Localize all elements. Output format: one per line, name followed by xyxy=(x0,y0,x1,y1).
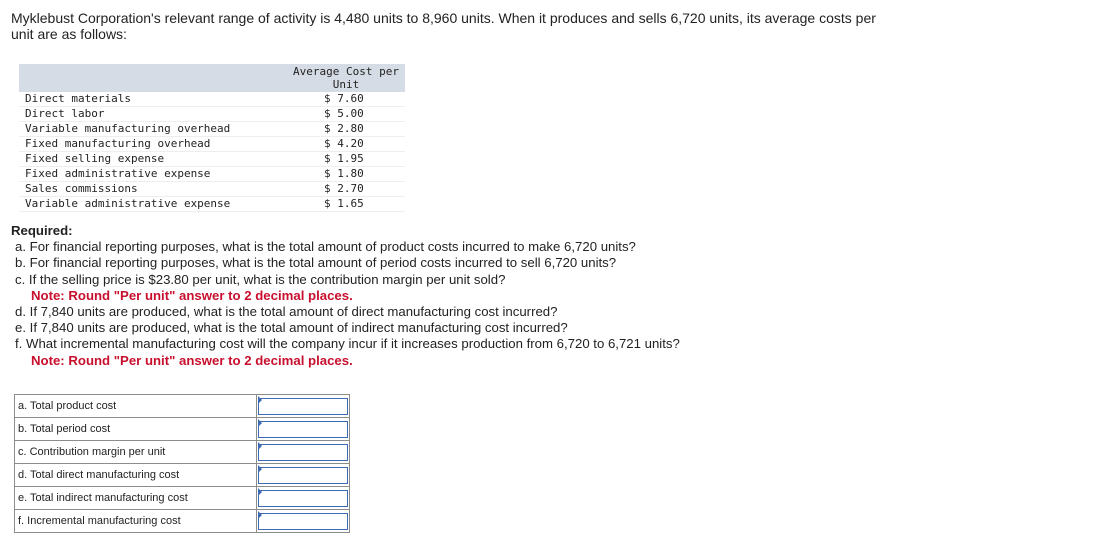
cost-table-label-header xyxy=(19,64,287,92)
cost-row xyxy=(19,167,405,182)
input-marker-icon xyxy=(258,488,262,496)
average-cost-table xyxy=(19,64,405,212)
required-heading: Required: xyxy=(11,223,73,238)
answer-row-f xyxy=(15,510,350,533)
rounding-note-f: Note: Round "Per unit" answer to 2 decimal places. xyxy=(31,352,353,368)
total-product-cost-input[interactable] xyxy=(258,398,348,415)
total-period-cost-input[interactable] xyxy=(258,421,348,438)
cost-table-value-header: Average Cost per Unit xyxy=(287,64,405,92)
question-d: d. If 7,840 units are produced, what is the total amount of direct manufacturing cost incurred? xyxy=(15,304,558,320)
cost-row xyxy=(19,197,405,212)
cost-row-label: Direct materials xyxy=(19,92,287,107)
answer-table xyxy=(14,394,350,533)
answer-cell-d xyxy=(257,464,350,487)
answer-cell-c xyxy=(257,441,350,464)
input-marker-icon xyxy=(258,419,262,427)
contribution-margin-input[interactable] xyxy=(258,444,348,461)
answer-label-a: a. Total product cost xyxy=(15,395,257,418)
input-marker-icon xyxy=(258,465,262,473)
cost-row-label: Direct labor xyxy=(19,107,287,122)
cost-row-label: Fixed selling expense xyxy=(19,152,287,167)
answer-row-a xyxy=(15,395,350,418)
question-b: b. For financial reporting purposes, what is the total amount of period costs incurred to sell 6,720 units? xyxy=(15,255,617,271)
cost-row-value: $ 2.80 xyxy=(287,122,405,137)
answer-row-d xyxy=(15,464,350,487)
answer-cell-a xyxy=(257,395,350,418)
cost-table-header-row xyxy=(19,64,405,92)
cost-row-value: $ 5.00 xyxy=(287,107,405,122)
answer-row-c xyxy=(15,441,350,464)
cost-row-value: $ 1.95 xyxy=(287,152,405,167)
answer-row-b xyxy=(15,418,350,441)
answer-label-d: d. Total direct manufacturing cost xyxy=(15,464,257,487)
answer-row-e xyxy=(15,487,350,510)
question-c: c. If the selling price is $23.80 per unit, what is the contribution margin per unit sold? xyxy=(15,271,506,287)
answer-label-f: f. Incremental manufacturing cost xyxy=(15,510,257,533)
cost-row-value: $ 2.70 xyxy=(287,182,405,197)
question-a: a. For financial reporting purposes, what is the total amount of product costs incurred to make 6,720 units? xyxy=(15,239,636,255)
answer-cell-f xyxy=(257,510,350,533)
required-section xyxy=(11,223,680,369)
answer-cell-e xyxy=(257,487,350,510)
cost-row xyxy=(19,92,405,107)
cost-row xyxy=(19,137,405,152)
cost-row-label: Variable manufacturing overhead xyxy=(19,122,287,137)
incremental-manufacturing-cost-input[interactable] xyxy=(258,513,348,530)
cost-row-label: Sales commissions xyxy=(19,182,287,197)
answer-cell-b xyxy=(257,418,350,441)
rounding-note-c: Note: Round "Per unit" answer to 2 decimal places. xyxy=(31,287,353,303)
cost-row-value: $ 1.65 xyxy=(287,197,405,212)
cost-row xyxy=(19,107,405,122)
cost-row-value: $ 7.60 xyxy=(287,92,405,107)
cost-row-value: $ 4.20 xyxy=(287,137,405,152)
direct-manufacturing-cost-input[interactable] xyxy=(258,467,348,484)
question-f: f. What incremental manufacturing cost will the company incur if it increases production from 6,720 to 6,721 units? xyxy=(15,336,680,352)
problem-intro: Myklebust Corporation's relevant range of activity is 4,480 units to 8,960 units. When it produces and sells 6,720 units, its average costs per unit are as follows: xyxy=(11,10,876,42)
answer-label-e: e. Total indirect manufacturing cost xyxy=(15,487,257,510)
cost-row xyxy=(19,122,405,137)
input-marker-icon xyxy=(258,442,262,450)
cost-row-label: Fixed administrative expense xyxy=(19,167,287,182)
input-marker-icon xyxy=(258,396,262,404)
cost-row xyxy=(19,152,405,167)
cost-row xyxy=(19,182,405,197)
cost-row-label: Fixed manufacturing overhead xyxy=(19,137,287,152)
question-e: e. If 7,840 units are produced, what is the total amount of indirect manufacturing cost incurred? xyxy=(15,320,568,336)
cost-row-value: $ 1.80 xyxy=(287,167,405,182)
indirect-manufacturing-cost-input[interactable] xyxy=(258,490,348,507)
answer-label-c: c. Contribution margin per unit xyxy=(15,441,257,464)
answer-label-b: b. Total period cost xyxy=(15,418,257,441)
cost-row-label: Variable administrative expense xyxy=(19,197,287,212)
input-marker-icon xyxy=(258,511,262,519)
